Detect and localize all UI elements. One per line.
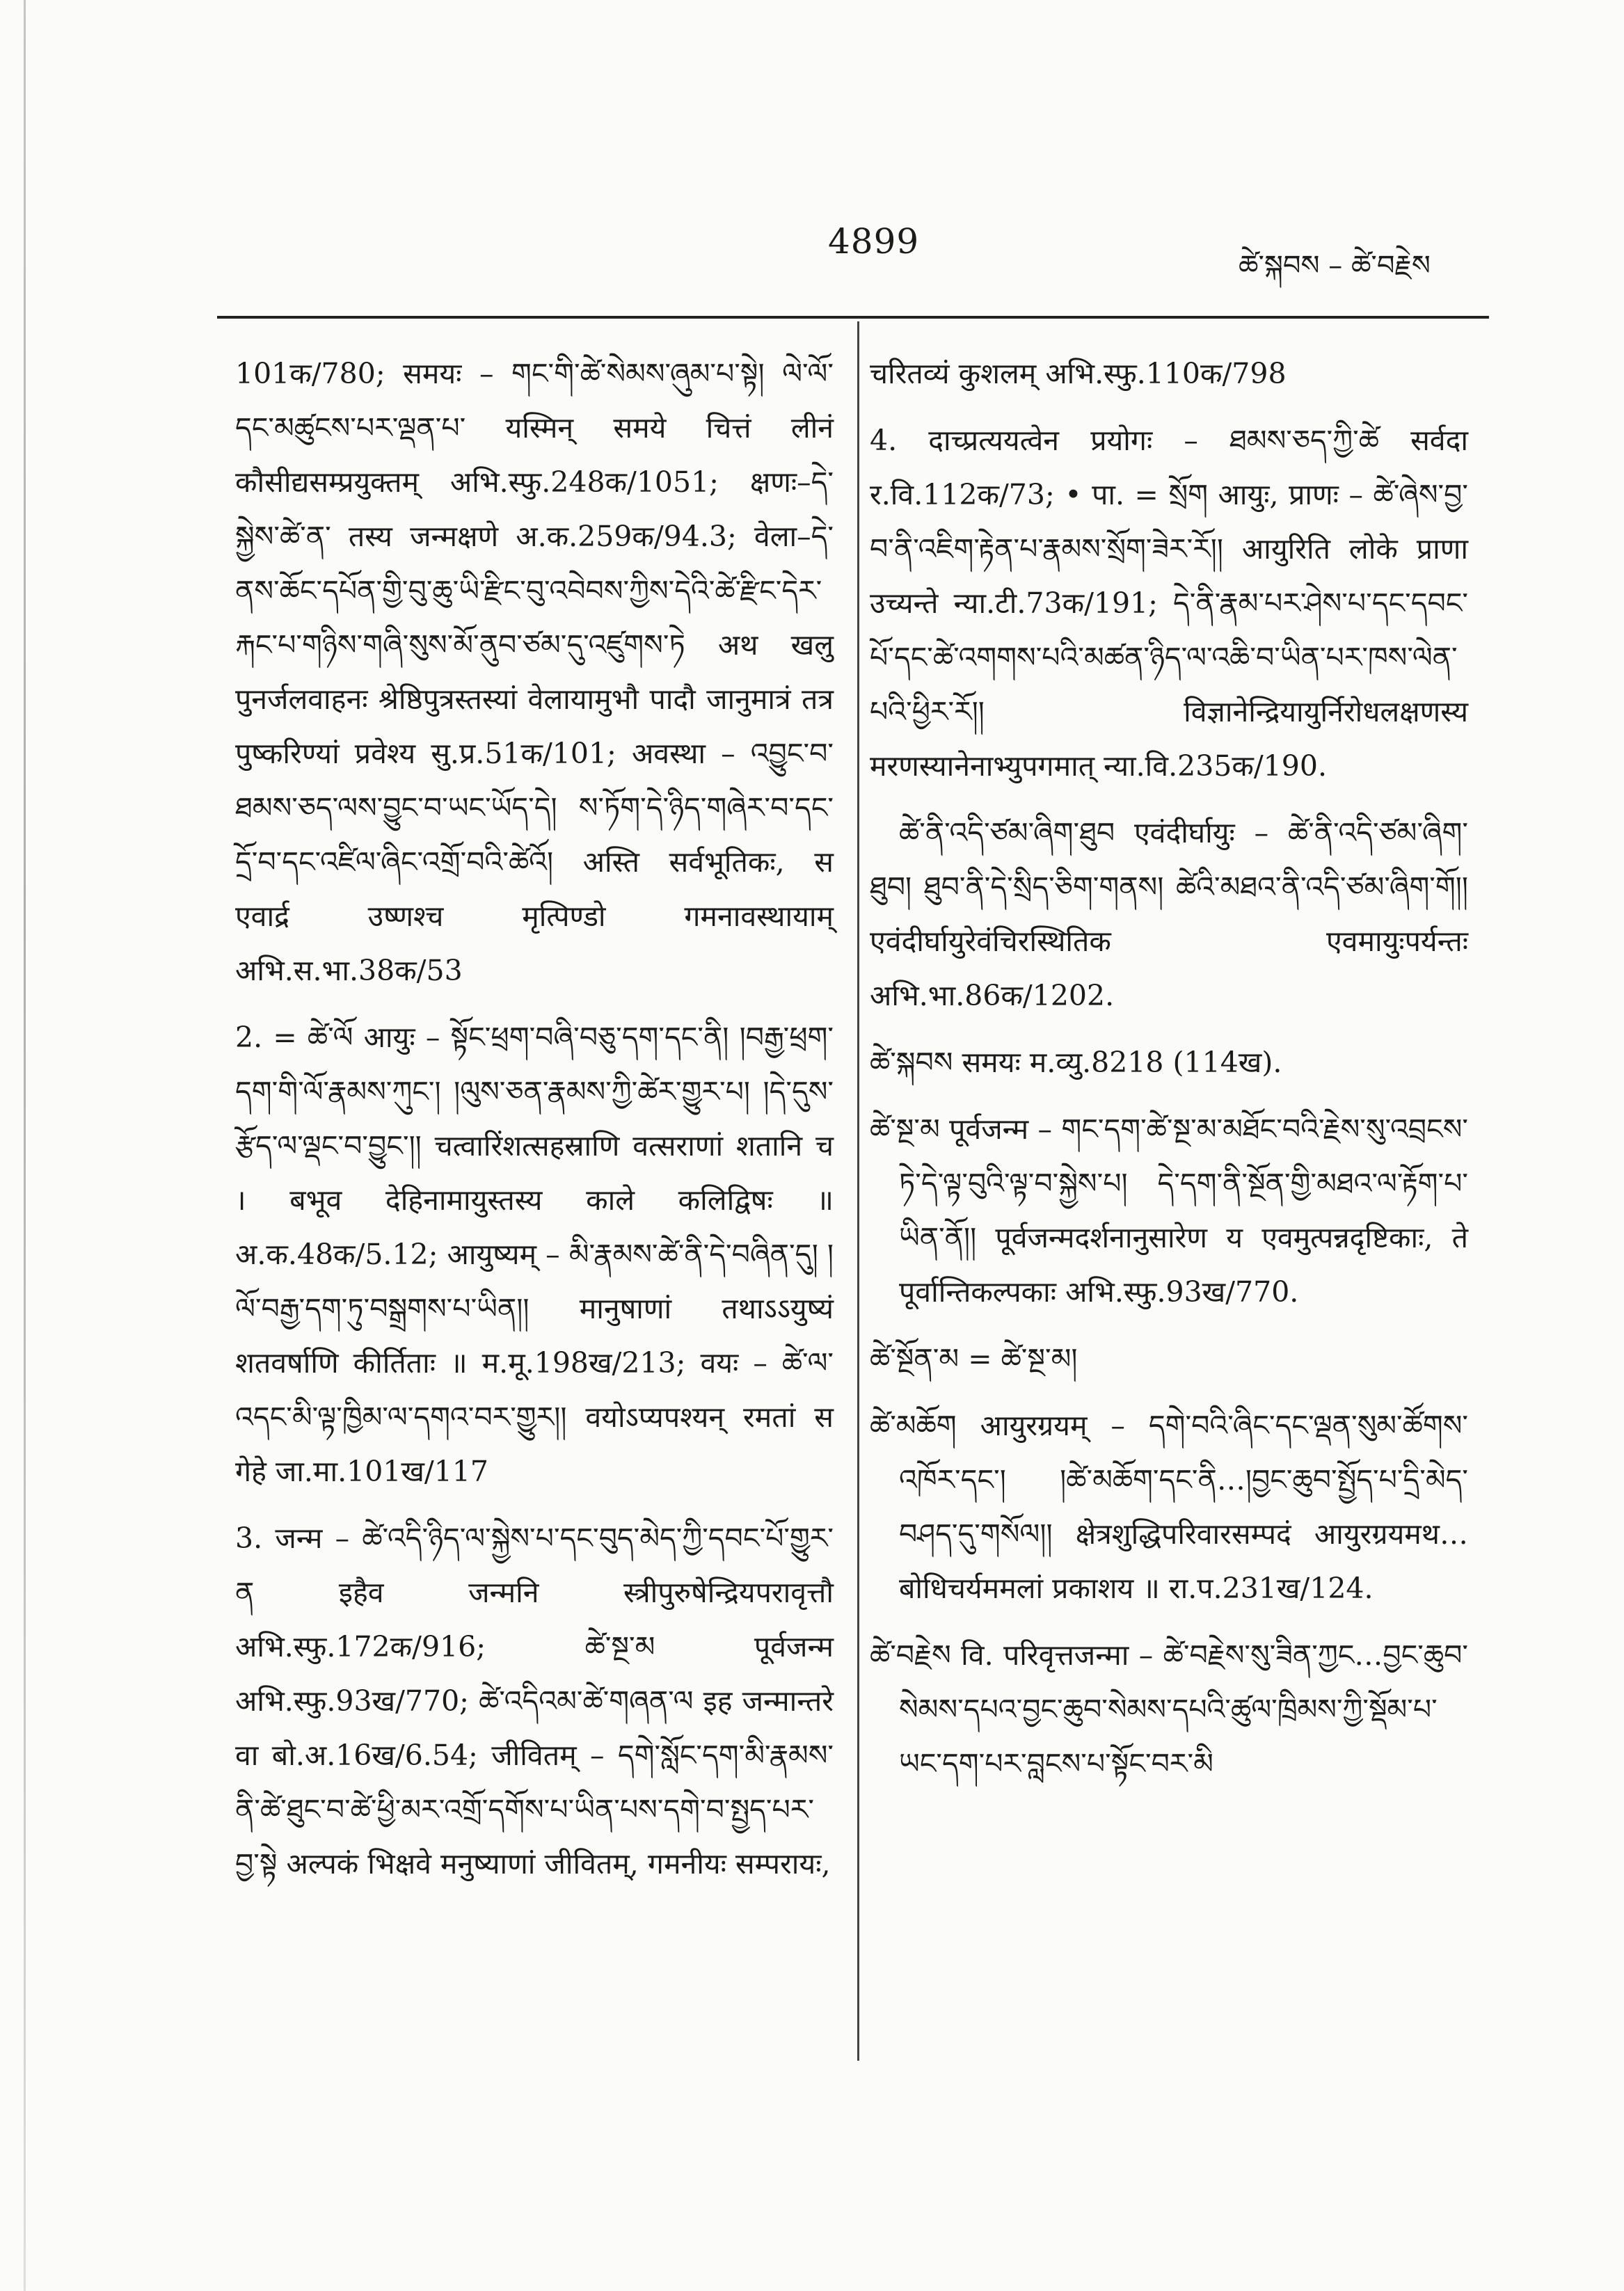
dictionary-entry: ཚེ་ནི་འདི་ཙམ་ཞིག་ཐུབ एवंदीर्घायुः – ཚེ་ནི་འདི་ཙམ་ཞིག་ཐུབ། ཐུབ་ནི་དེ་སྲིད་ཅིག་གནས། ཚེའི་མཐའ་ནི་འདི་ཙམ་ཞིག་གོ།། एवंदीर्घायुरेवंचिरस्थितिक एवमायुःपर्यन्तः अभि.भा.86क/1202. (870, 816, 1468, 1012)
column-divider (857, 321, 859, 2061)
running-head: ཚེ་སྐབས – ཚེ་བརྗེས (1239, 250, 1431, 282)
headword-entry: ཚེ་མཆོག आयुरग्रयम् – དགེ་བའི་ཞིང་དང་ལྡན་སུམ་ཚོགས་འཁོར་དང་། །ཚེ་མཆོག་དང་ནི…།བྱང་ཆུབ་སྤྱོད་པ་དྲི་མེད་བཤད་དུ་གསོལ།། क्षेत्रशुद्धिपरिवारसम्पदं आयुरग्रयमथ…बोधिचर्यममलां प्रकाशय ॥ रा.प.231ख/124. (870, 1409, 1468, 1605)
headword-entry: ཚེ་སྐབས समयः म.व्यु.8218 (114ख). (870, 1046, 1282, 1079)
dictionary-entry: 101क/780; समयः – གང་གི་ཚེ་སེམས་ཞུམ་པ་སྟེ། ལེ་ལོ་དང་མཚུངས་པར་ལྡན་པ་ यस्मिन् समये चित्तं लीनं कौसीद्यसम्प्रयुक्तम् अभि.स्फु.248क/1051; क्षणः–དེ་སྐྱེས་ཚེ་ན་ तस्य जन्मक्षणे अ.क.259क/94.3; वेला–དེ་ནས་ཆོང་དཔོན་གྱི་བུ་ཆུ་ཡི་རྫིང་བུ་འབེབས་ཀྱིས་དེའི་ཚེ་རྫིང་དེར་རྐང་པ་གཉིས་གཞི་སུས་མོ་ནུབ་ཙམ་དུ་འཛུགས་ཏེ अथ खलु पुनर्जलवाहनः श्रेष्ठिपुत्रस्तस्यां वेलायामुभौ पादौ जानुमात्रं तत्र पुष्करिण्यां प्रवेश्य सु.प्र.51क/101; अवस्था – འབྱུང་བ་ཐམས་ཅད་ལས་བྱུང་བ་ཡང་ཡོད་དེ། ས་ཏོག་དེ་ཉིད་གཞེར་བ་དང་དྲོ་བ་དང་འཛིལ་ཞིང་འགྲོ་བའི་ཚེའོ། अस्ति सर्वभूतिकः, स एवार्द्र उष्णश्च मृत्पिण्डो गमनावस्थायाम् अभि.स.भा.38क/53 (235, 357, 834, 987)
dictionary-entry: 2. = ཚེ་ལོ आयुः – སྟོང་ཕྲག་བཞི་བཅུ་དག་དང་ནི། །བརྒྱ་ཕྲག་དག་གི་ལོ་རྣམས་ཀུང་། །ལུས་ཅན་རྣམས་ཀྱི་ཚེར་གྱུར་པ། །དེ་དུས་རྩོད་ལ་ལྡང་བ་བྱུང་།། चत्वारिंशत्सहस्राणि वत्सराणां शतानि च । बभूव देहिनामायुस्तस्य काले कलिद्विषः ॥ अ.क.48क/5.12; आयुष्यम् – མི་རྣམས་ཚེ་ནི་དེ་བཞིན་དུ། །ལོ་བརྒྱ་དག་ཏུ་བསྒྲགས་པ་ཡིན།། मानुषाणां तथाऽऽयुष्यं शतवर्षाणि कीर्तिताः ॥ म.मू.198ख/213; वयः – ཚེ་ལ་འདང་མི་ལྟ་ཁྱིམ་ལ་དགའ་བར་གྱུར།། वयोऽप्यपश्यन् रमतां स गेहे जा.मा.101ख/117 (235, 1021, 834, 1488)
right-column (870, 346, 1468, 1803)
page-number: 4899 (828, 221, 920, 262)
headword-entry: ཚེ་སྔ་མ पूर्वजन्म – གང་དག་ཚེ་སྔ་མ་མཐོང་བའི་རྗེས་སུ་འབྲངས་ཏེ་དེ་ལྟ་བུའི་ལྟ་བ་སྐྱེས་པ། དེ་དག་ནི་སྔོན་གྱི་མཐའ་ལ་རྟོག་པ་ཡིན་ནོ།། पूर्वजन्मदर्शनानुसारेण य एवमुत्पन्नदृष्टिकाः, ते पूर्वान्तिकल्पकाः अभि.स्फु.93ख/770. (870, 1112, 1468, 1309)
dictionary-entry: 4. दाच्प्रत्ययत्वेन प्रयोगः – ཐམས་ཅད་ཀྱི་ཚེ सर्वदा र.वि.112क/73; • पा. = སྲོག आयुः, प्राणः – ཚེ་ཞེས་བྱ་བ་ནི་འཇིག་རྟེན་པ་རྣམས་སྲོག་ཟེར་རོ།། आयुरिति लोके प्राणा उच्यन्ते न्या.टी.73क/191; དེ་ནི་རྣམ་པར་ཤེས་པ་དང་དབང་པོ་དང་ཚེ་འགགས་པའི་མཚན་ཉིད་ལ་འཆི་བ་ཡིན་པར་ཁས་ལེན་པའི་ཕྱིར་རོ།། विज्ञानेन्द्रियायुर्निरोधलक्षणस्य मरणस्यानेनाभ्युपगमात् न्या.वि.235क/190. (870, 424, 1468, 783)
dictionary-entry: चरितव्यं कुशलम् अभि.स्फु.110क/798 (870, 357, 1287, 390)
header-rule (217, 316, 1489, 319)
headword-entry: ཚེ་བརྗེས वि. परिवृत्तजन्मा – ཚེ་བརྗེས་སུ་ཟིན་ཀྱང…བྱང་ཆུབ་སེམས་དཔའ་བྱང་ཆུབ་སེམས་དཔའི་ཚུལ་ཁྲིམས་ཀྱི་སྡོམ་པ་ཡང་དག་པར་བླངས་པ་སྟོང་བར་མི (870, 1638, 1468, 1780)
left-column (235, 346, 834, 1903)
dictionary-entry: 3. जन्म – ཚེ་འདི་ཉིད་ལ་སྐྱེས་པ་དང་བུད་མེད་ཀྱི་དབང་པོ་གྱུར་ན इहैव जन्मनि स्त्रीपुरुषेन्द्रियपरावृत्तौ अभि.स्फु.172क/916; ཚེ་སྔ་མ पूर्वजन्म अभि.स्फु.93ख/770; ཚེ་འདིའམ་ཚེ་གཞན་ལ इह जन्मान्तरे वा बो.अ.16ख/6.54; जीवितम् – དགེ་སློང་དག་མི་རྣམས་ནི་ཚེ་ཐུང་བ་ཚེ་ཕྱི་མར་འགྲོ་དགོས་པ་ཡིན་པས་དགེ་བ་སྤྱད་པར་བྱ་སྟེ अल्पकं भिक्षवे मनुष्याणां जीवितम्, गमनीयः सम्परायः, (235, 1522, 834, 1881)
headword-entry: ཚེ་སྔོན་མ = ཚེ་སྔ་མ། (870, 1342, 1078, 1375)
scan-edge-line (24, 0, 26, 2291)
